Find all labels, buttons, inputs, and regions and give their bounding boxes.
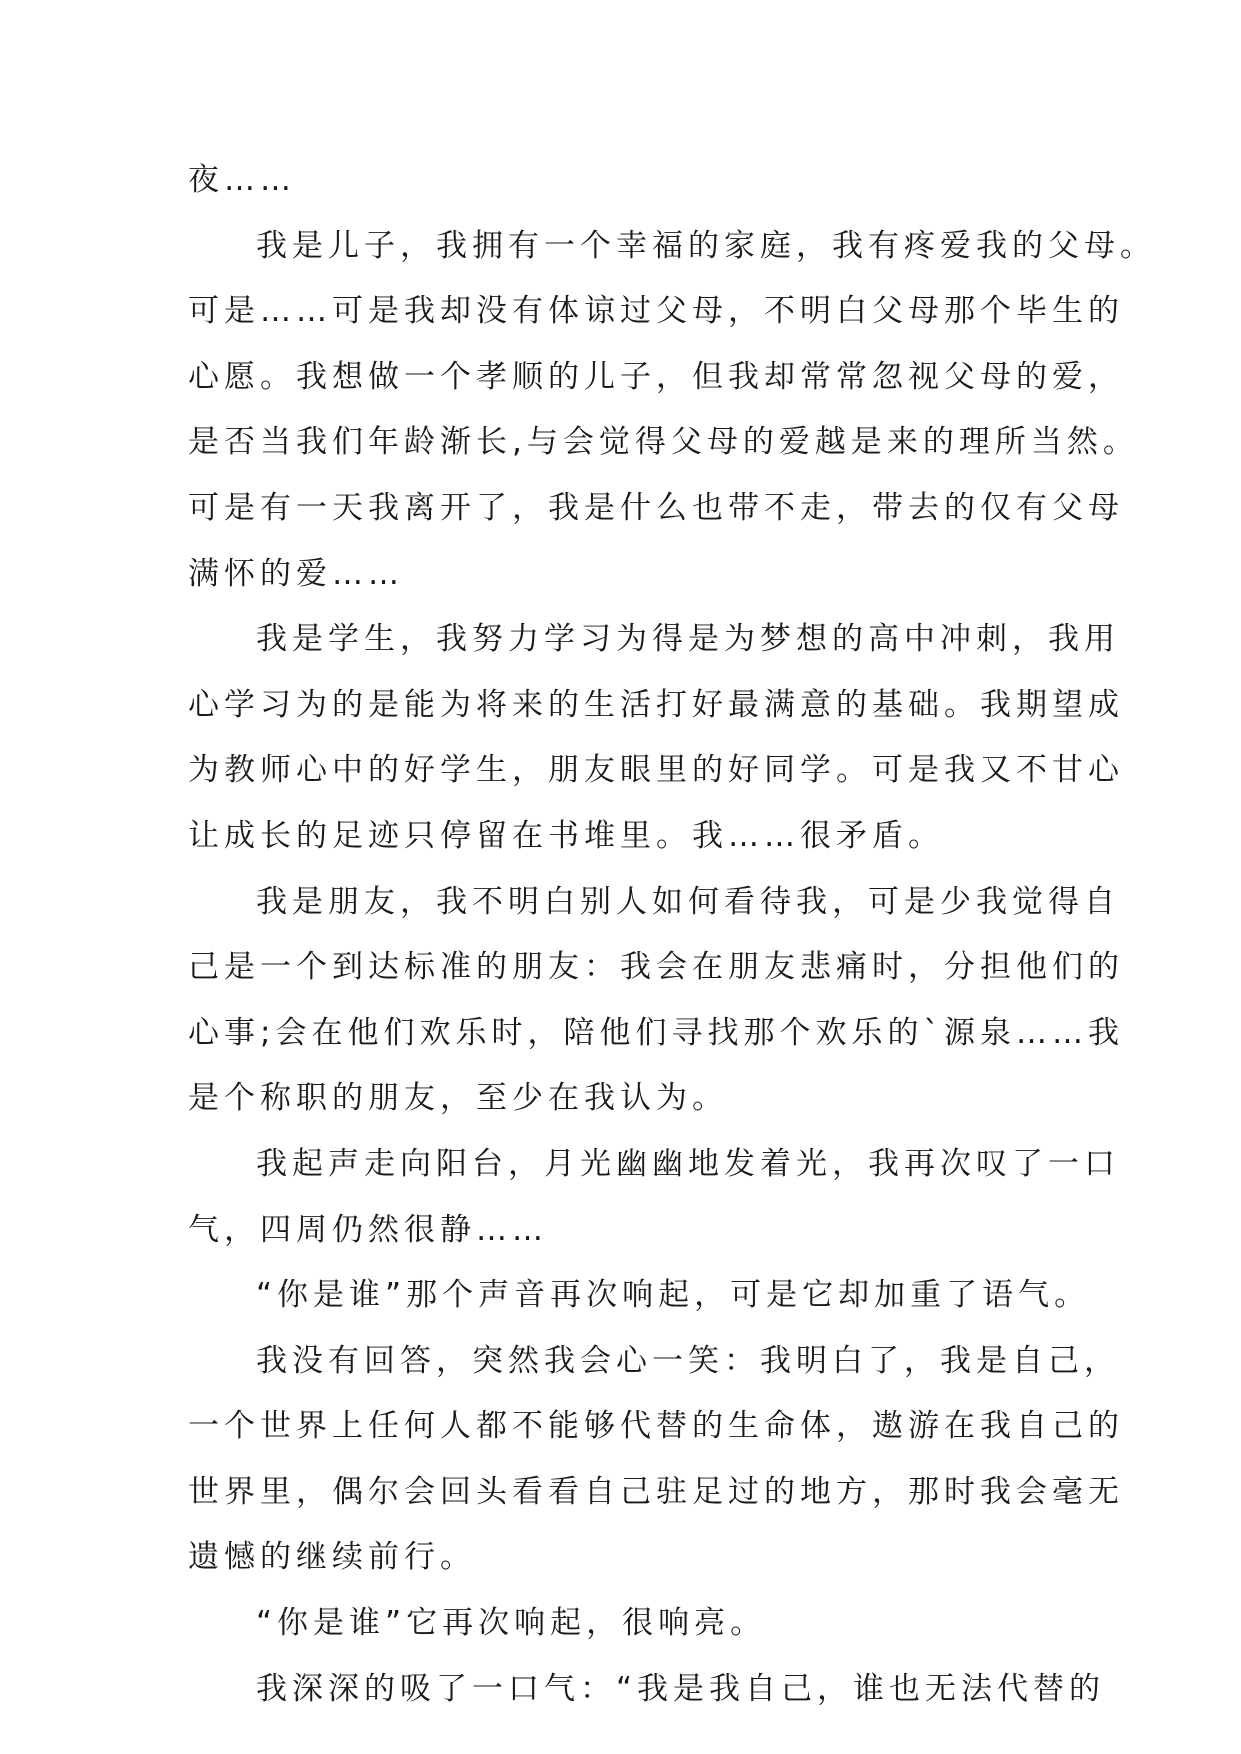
text-line: 是否当我们年龄渐长,与会觉得父母的爱越是来的理所当然。 <box>188 424 1139 461</box>
text-line: 可是……可是我却没有体谅过父母，不明白父母那个毕生的 <box>188 293 1124 330</box>
text-line: 夜…… <box>188 162 296 198</box>
text-line: 满怀的爱…… <box>188 555 404 592</box>
text-line: 心愿。我想做一个孝顺的儿子，但我却常常忽视父母的爱， <box>188 358 1124 395</box>
text-line: 为教师心中的好学生，朋友眼里的好同学。可是我又不甘心 <box>188 752 1124 789</box>
text-line: 让成长的足迹只停留在书堆里。我……很矛盾。 <box>188 817 944 854</box>
paragraph-first-line: 我是学生，我努力学习为得是为梦想的高中冲刺，我用 <box>256 621 1120 658</box>
paragraph-first-line: “你是谁”那个声音再次响起，可是它却加重了语气。 <box>256 1277 1091 1314</box>
paragraph-first-line: 我是朋友，我不明白别人如何看待我，可是少我觉得自 <box>256 883 1120 920</box>
text-line: 心事;会在他们欢乐时，陪他们寻找那个欢乐的`源泉……我 <box>188 1014 1124 1051</box>
text-line: 己是一个到达标准的朋友：我会在朋友悲痛时，分担他们的 <box>188 949 1124 986</box>
paragraph-first-line: 我起声走向阳台，月光幽幽地发着光，我再次叹了一口 <box>256 1145 1120 1182</box>
text-line: 是个称职的朋友，至少在我认为。 <box>188 1080 728 1117</box>
text-line: 心学习为的是能为将来的生活打好最满意的基础。我期望成 <box>188 686 1124 723</box>
text-line: 可是有一天我离开了，我是什么也带不走，带去的仅有父母 <box>188 489 1124 526</box>
paragraph-first-line: 我深深的吸了一口气：“我是我自己，谁也无法代替的 <box>256 1670 1106 1707</box>
text-line: 气，四周仍然很静…… <box>188 1211 548 1248</box>
text-line: 一个世界上任何人都不能够代替的生命体，遨游在我自己的 <box>188 1408 1124 1445</box>
text-line: 遗憾的继续前行。 <box>188 1539 476 1576</box>
paragraph-first-line: “你是谁”它再次响起，很响亮。 <box>256 1605 767 1642</box>
paragraph-first-line: 我没有回答，突然我会心一笑：我明白了，我是自己， <box>256 1342 1120 1379</box>
essay-body <box>188 160 1156 1734</box>
paragraph-first-line: 我是儿子，我拥有一个幸福的家庭，我有疼爱我的父母。 <box>256 227 1156 264</box>
text-line: 世界里，偶尔会回头看看自己驻足过的地方，那时我会毫无 <box>188 1473 1124 1510</box>
